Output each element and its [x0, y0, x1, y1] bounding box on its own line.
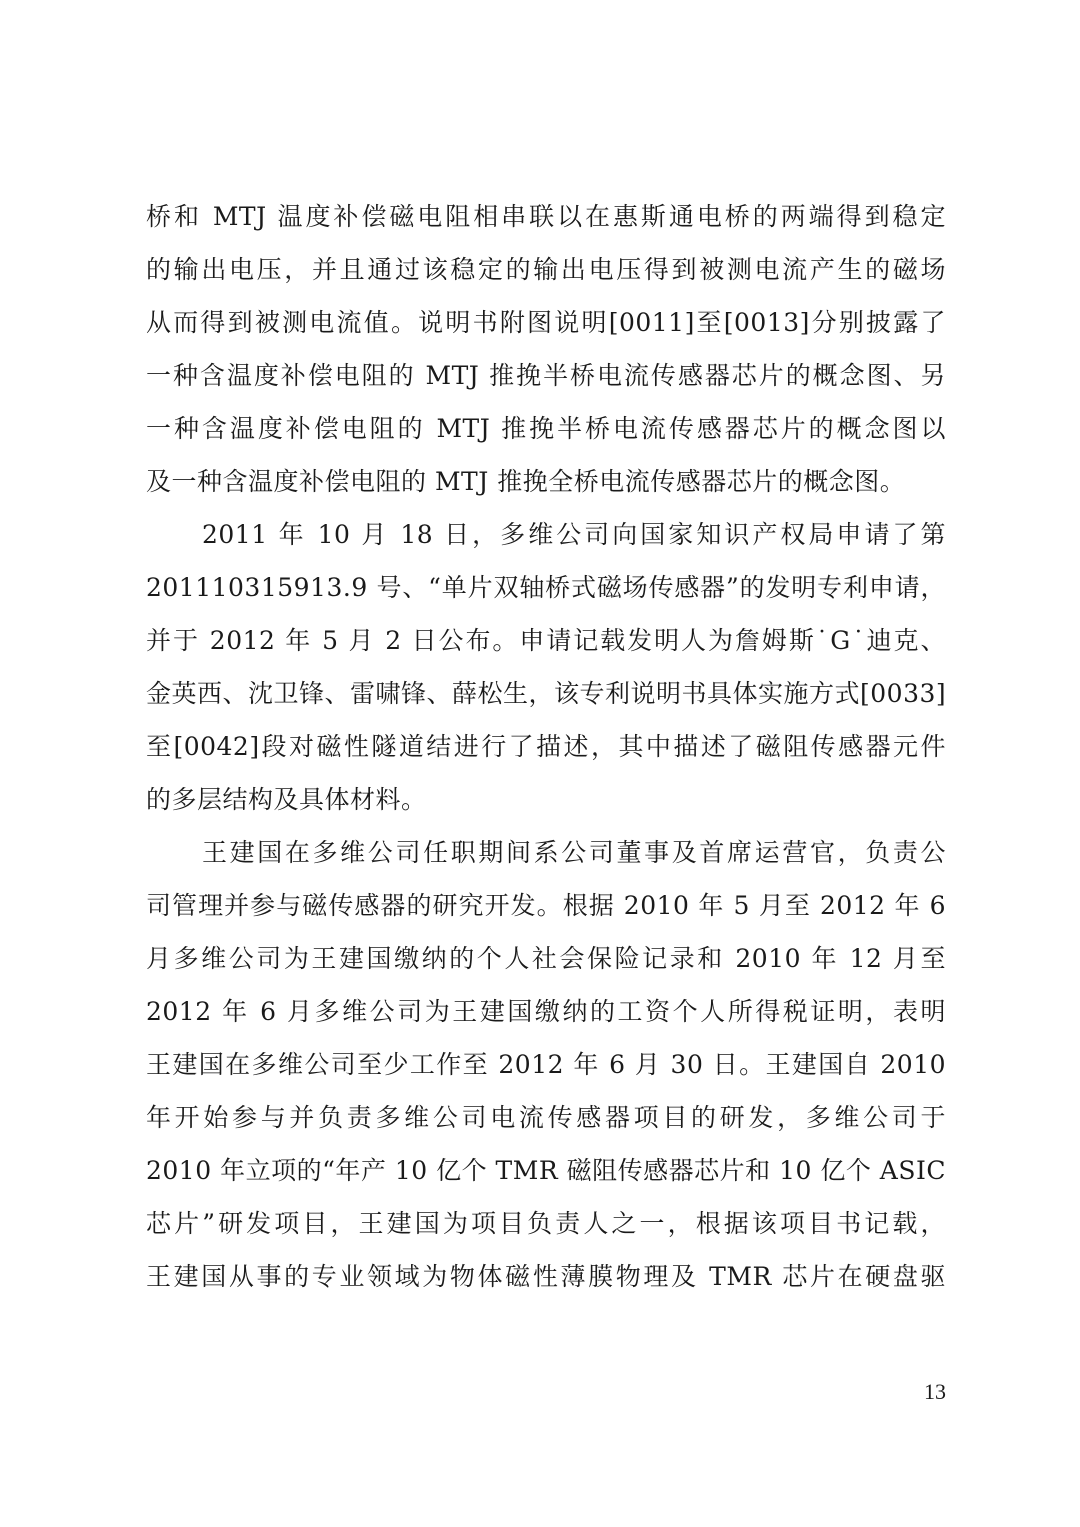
page-number: 13 [924, 1379, 946, 1404]
text-line: 至[0042]段对磁性隧道结进行了描述，其中描述了磁阻传感器元件 [146, 732, 946, 761]
text-line: 月多维公司为王建国缴纳的个人社会保险记录和 2010 年 12 月至 [146, 944, 946, 973]
text-line: 金英西、沈卫锋、雷啸锋、薛松生，该专利说明书具体实施方式[0033] [146, 679, 947, 708]
text-line: 201110315913.9 号、“单片双轴桥式磁场传感器”的发明专利申请， [146, 573, 946, 602]
text-line: 司管理并参与磁传感器的研究开发。根据 2010 年 5 月至 2012 年 6 [146, 891, 946, 920]
text-line: 2012 年 6 月多维公司为王建国缴纳的工资个人所得税证明，表明 [146, 997, 946, 1026]
text-line: 的多层结构及具体材料。 [146, 785, 427, 814]
text-line: 王建国在多维公司至少工作至 2012 年 6 月 30 日。王建国自 2010 [146, 1050, 946, 1079]
text-line: 及一种含温度补偿电阻的 MTJ 推挽全桥电流传感器芯片的概念图。 [146, 467, 906, 496]
text-line: 年开始参与并负责多维公司电流传感器项目的研发，多维公司于 [146, 1103, 946, 1132]
text-line: 芯片”研发项目，王建国为项目负责人之一，根据该项目书记载， [146, 1209, 946, 1238]
text-line: 2011 年 10 月 18 日，多维公司向国家知识产权局申请了第 [202, 520, 946, 549]
text-line: 从而得到被测电流值。说明书附图说明[0011]至[0013]分别披露了 [146, 308, 946, 337]
text-line: 2010 年立项的“年产 10 亿个 TMR 磁阻传感器芯片和 10 亿个 ASIC [146, 1156, 946, 1185]
text-line: 王建国在多维公司任职期间系公司董事及首席运营官，负责公 [202, 838, 946, 867]
text-line: 王建国从事的专业领域为物体磁性薄膜物理及 TMR 芯片在硬盘驱 [146, 1262, 946, 1291]
text-line: 一种含温度补偿电阻的 MTJ 推挽半桥电流传感器芯片的概念图以 [146, 414, 946, 443]
body-text [146, 190, 946, 1303]
text-line: 桥和 MTJ 温度补偿磁电阻相串联以在惠斯通电桥的两端得到稳定 [146, 202, 946, 231]
text-line: 的输出电压，并且通过该稳定的输出电压得到被测电流产生的磁场 [146, 255, 946, 284]
text-line: 并于 2012 年 5 月 2 日公布。申请记载发明人为詹姆斯˙G˙迪克、 [146, 626, 946, 655]
text-line: 一种含温度补偿电阻的 MTJ 推挽半桥电流传感器芯片的概念图、另 [146, 361, 946, 390]
